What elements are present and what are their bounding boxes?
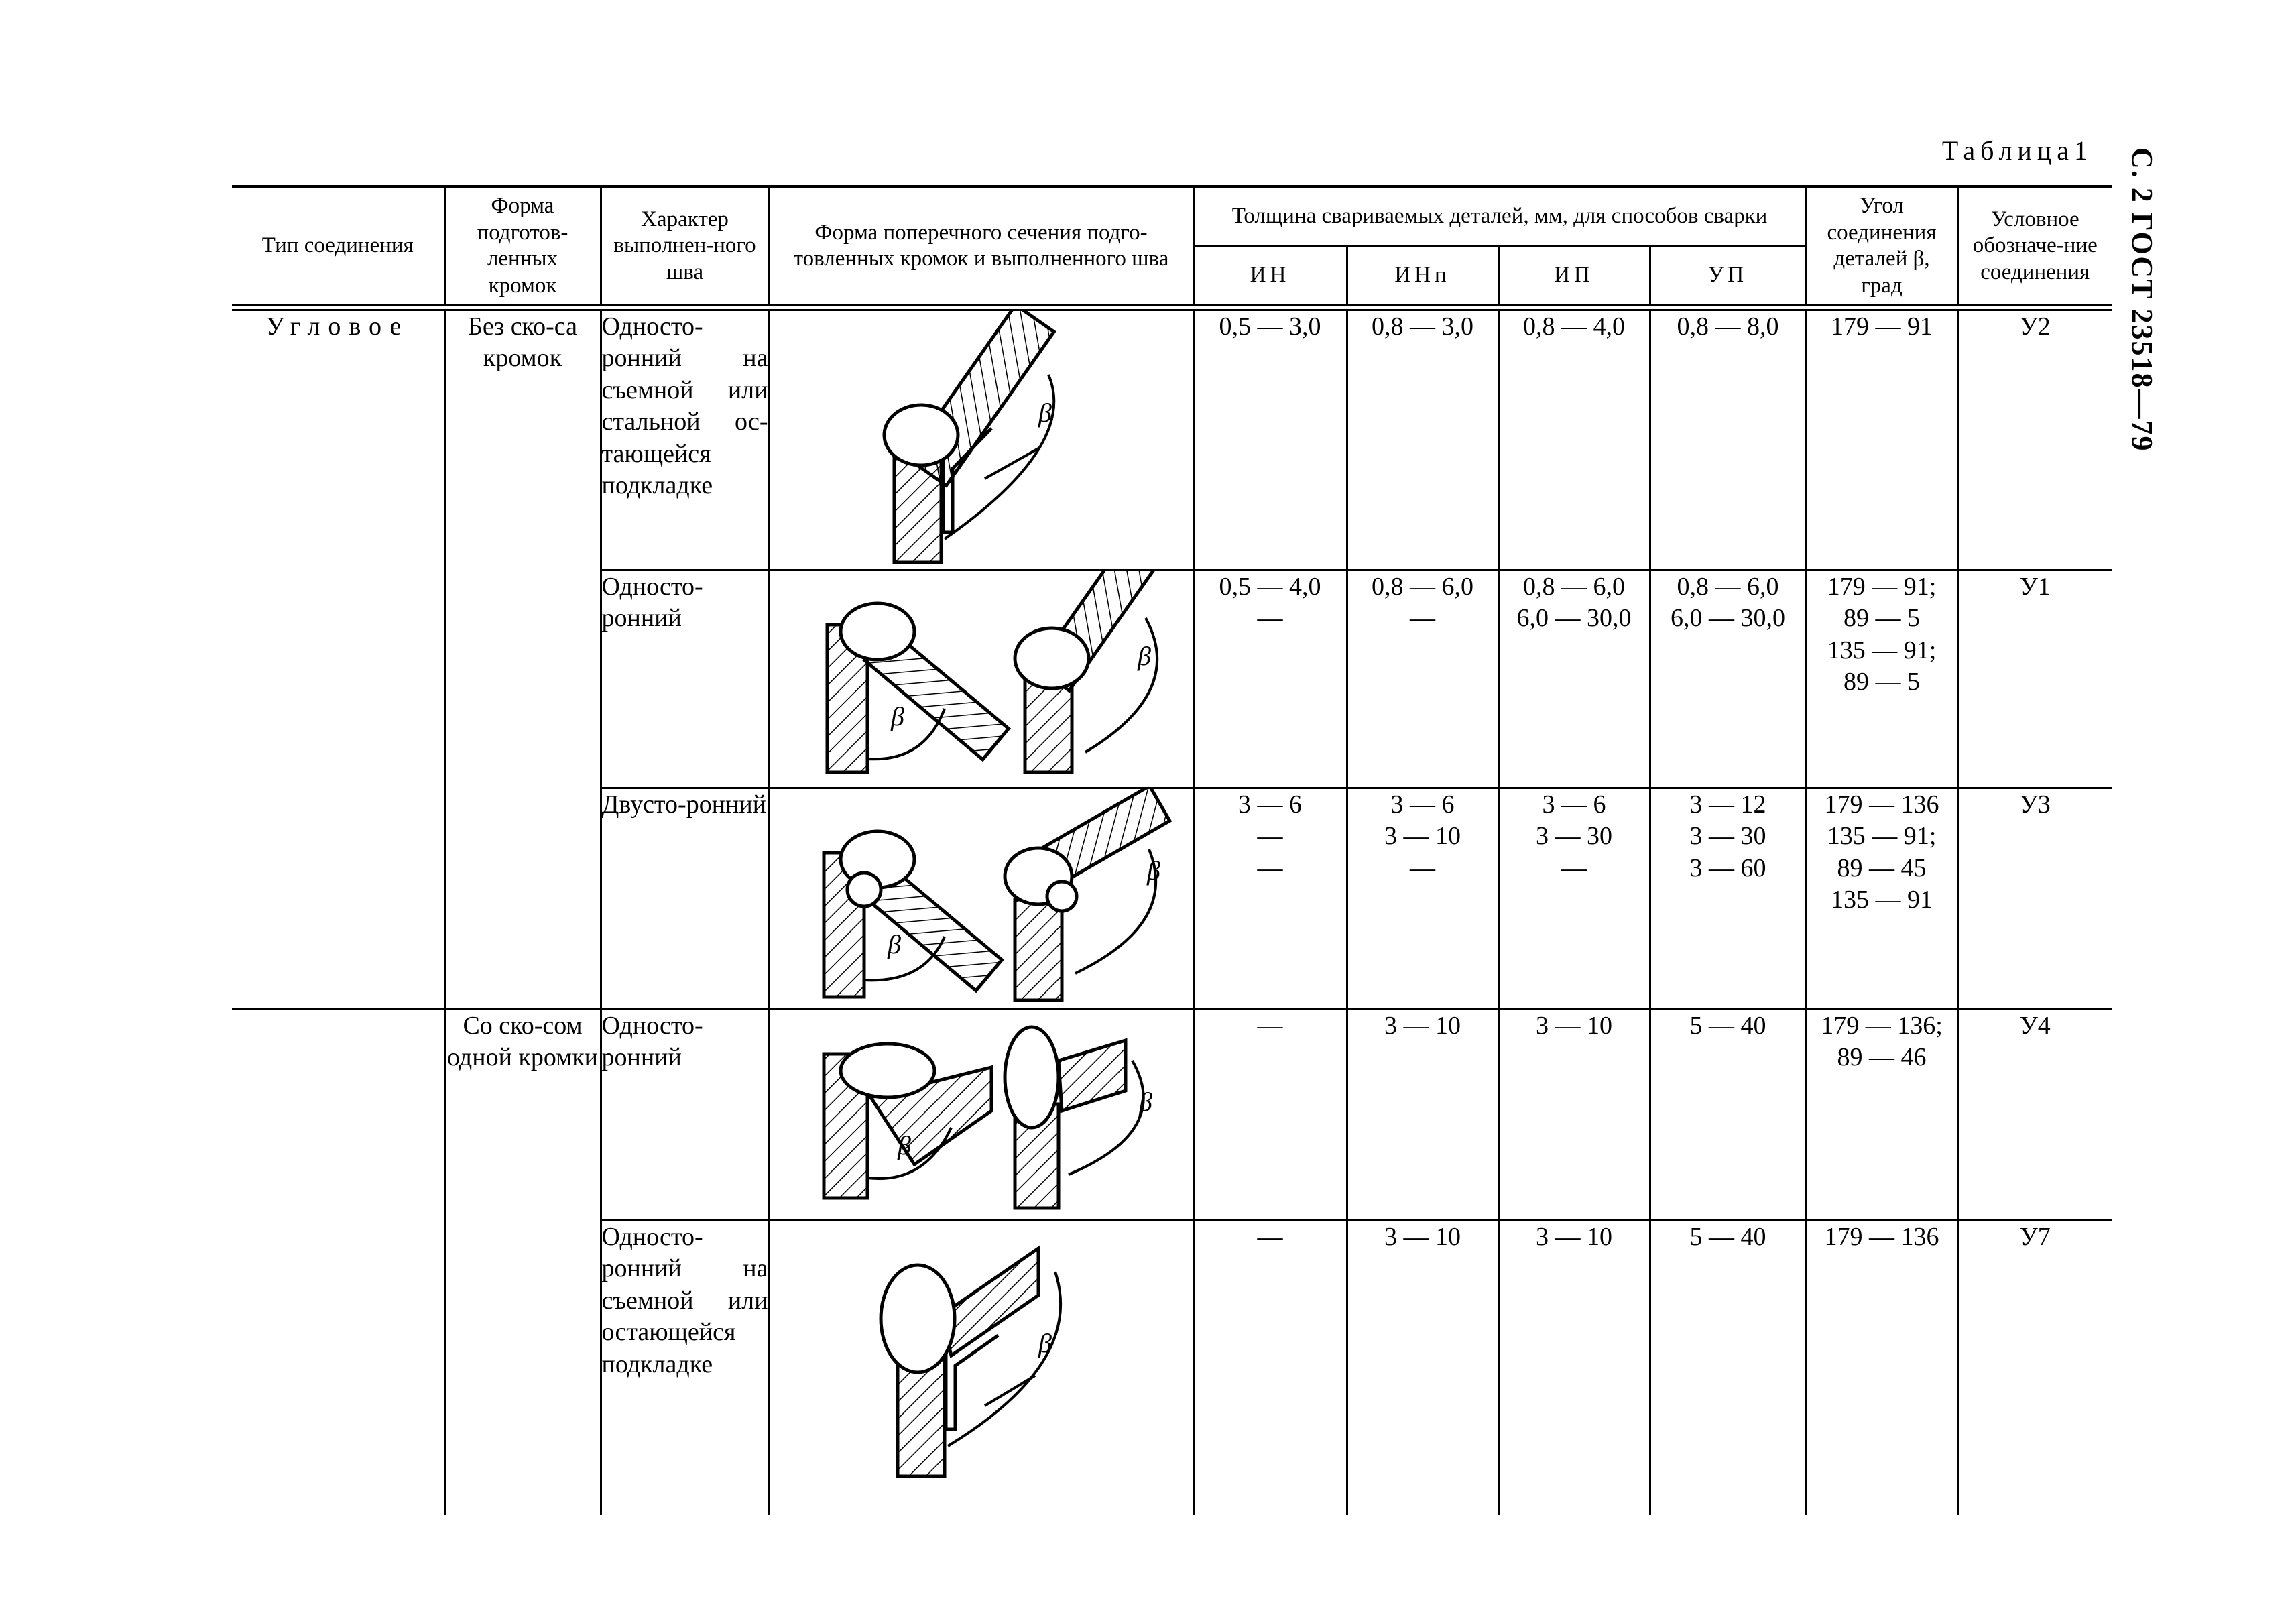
cross-section-drawing-u3 <box>769 788 1193 1009</box>
joint-type-continued <box>232 1009 444 1515</box>
joint-angle: 179 — 136; 89 — 46 <box>1806 1009 1957 1220</box>
thickness-up: 3 — 12 3 — 30 3 — 60 <box>1650 788 1806 1009</box>
col-edge-form-header: Форма подготов-ленных кромок <box>444 187 601 308</box>
table-row <box>232 308 2112 570</box>
beta-label: β <box>1137 640 1151 671</box>
thickness-in: — <box>1193 1009 1347 1220</box>
table-row <box>232 1009 2112 1220</box>
thickness-ip: 3 — 10 <box>1498 1220 1650 1515</box>
thickness-in: — <box>1193 1220 1347 1515</box>
joint-sketch-u3 <box>770 789 1195 1008</box>
joint-sketch-u4 <box>770 1010 1195 1219</box>
beta-label: β <box>1038 1327 1052 1358</box>
joint-angle: 179 — 136 135 — 91; 89 — 45 135 — 91 <box>1806 788 1957 1009</box>
seam-character: Двусто-ронний <box>601 788 769 1009</box>
thickness-inp: 0,8 — 6,0 — <box>1347 570 1498 788</box>
beta-label: β <box>897 1130 911 1160</box>
cross-section-drawing-u4 <box>769 1009 1193 1220</box>
joint-sketch-u2 <box>770 311 1195 569</box>
beta-label: β <box>890 701 904 731</box>
thickness-ip: 3 — 10 <box>1498 1009 1650 1220</box>
col-type-header: Тип соединения <box>232 187 444 308</box>
col-seam-char-header: Характер выполнен-ного шва <box>601 187 769 308</box>
col-method-in: ИН <box>1193 246 1347 308</box>
thickness-up: 5 — 40 <box>1650 1009 1806 1220</box>
thickness-up: 0,8 — 6,0 6,0 — 30,0 <box>1650 570 1806 788</box>
joint-angle: 179 — 136 <box>1806 1220 1957 1515</box>
thickness-ip: 3 — 6 3 — 30 — <box>1498 788 1650 1009</box>
thickness-inp: 3 — 10 <box>1347 1009 1498 1220</box>
edge-form-single-bevel: Со ско-сом одной кромки <box>444 1009 601 1515</box>
thickness-inp: 0,8 — 3,0 <box>1347 308 1498 570</box>
seam-character: Односто-ронний на съемной или стальной ос-тающейся подкладке <box>601 308 769 570</box>
thickness-ip: 0,8 — 4,0 <box>1498 308 1650 570</box>
thickness-ip: 0,8 — 6,0 6,0 — 30,0 <box>1498 570 1650 788</box>
designation-code: У1 <box>1957 570 2112 788</box>
designation-code: У3 <box>1957 788 2112 1009</box>
joint-angle: 179 — 91 <box>1806 308 1957 570</box>
designation-code: У2 <box>1957 308 2112 570</box>
thickness-inp: 3 — 10 <box>1347 1220 1498 1515</box>
edge-form-no-bevel: Без ско-са кромок <box>444 308 601 1010</box>
table-label: Таблица1 <box>1941 135 2093 166</box>
seam-character: Односто-ронний <box>601 570 769 788</box>
thickness-in: 0,5 — 3,0 <box>1193 308 1347 570</box>
cross-section-drawing-u7 <box>769 1220 1193 1515</box>
col-method-inp: ИНп <box>1347 246 1498 308</box>
thickness-in: 3 — 6 — — <box>1193 788 1347 1009</box>
col-cross-section-header: Форма поперечного сечения подго-товленных кромок и выполненного шва <box>769 187 1193 308</box>
cross-section-drawing-u1 <box>769 570 1193 788</box>
beta-label: β <box>1146 855 1160 886</box>
joint-type-corner: Угловое <box>232 308 444 1010</box>
designation-code: У4 <box>1957 1009 2112 1220</box>
beta-label: β <box>1038 397 1052 428</box>
col-designation-header: Условное обозначе-ние соединения <box>1957 187 2112 308</box>
joint-sketch-u1 <box>770 571 1195 787</box>
thickness-inp: 3 — 6 3 — 10 — <box>1347 788 1498 1009</box>
standard-side-title: С. 2 ГОСТ 23518—79 <box>2126 147 2159 453</box>
joint-angle: 179 — 91; 89 — 5 135 — 91; 89 — 5 <box>1806 570 1957 788</box>
beta-label: β <box>887 928 901 959</box>
col-method-up: УП <box>1650 246 1806 308</box>
beta-label: β <box>1138 1086 1152 1117</box>
col-method-ip: ИП <box>1498 246 1650 308</box>
joint-sketch-u7 <box>770 1221 1195 1514</box>
welded-joints-table <box>232 185 2112 1515</box>
col-thickness-group-header: Толщина свариваемых деталей, мм, для способов сварки <box>1193 187 1806 246</box>
thickness-in: 0,5 — 4,0 — <box>1193 570 1347 788</box>
designation-code: У7 <box>1957 1220 2112 1515</box>
col-angle-header: Угол соединения деталей β, град <box>1806 187 1957 308</box>
seam-character: Односто-ронний <box>601 1009 769 1220</box>
seam-character: Односто-ронний на съемной или остающейся подкладке <box>601 1220 769 1515</box>
cross-section-drawing-u2 <box>769 308 1193 570</box>
thickness-up: 5 — 40 <box>1650 1220 1806 1515</box>
thickness-up: 0,8 — 8,0 <box>1650 308 1806 570</box>
